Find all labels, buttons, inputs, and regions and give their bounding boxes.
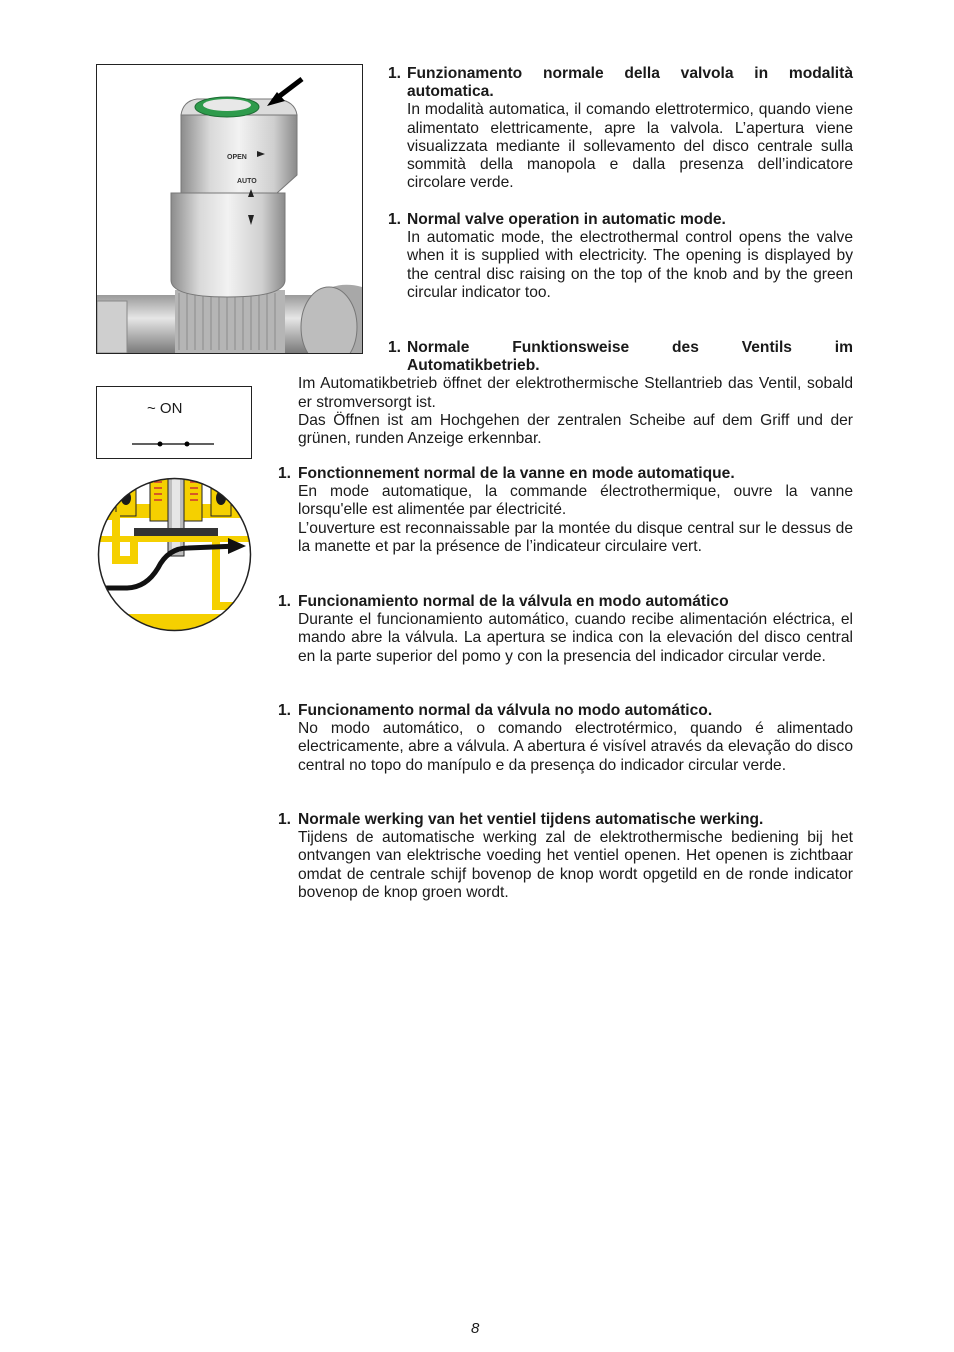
section-heading-line: Funzionamento normale della valvola in modalità [407, 65, 853, 82]
section-heading-line: Funcionamento normal da válvula no modo automático. [298, 702, 713, 719]
section-portuguese [278, 702, 853, 775]
section-paragraph: No modo automático, o comando electrotérmico, quando é alimentado electricamente, abre a válvula. A abertura é visível através da elevação do disco central no topo do manípulo e da presença do indicador circular verde. [298, 720, 853, 774]
actuator-illustration [97, 65, 362, 353]
section-heading-line: Fonctionnement normal de la vanne en mode automatique. [298, 465, 735, 482]
section-paragraph: In modalità automatica, il comando elettrotermico, quando viene alimentato elettricamente, apre la valvola. L’apertura viene visualizzata mediante il sollevamento del disco centrale sulla sommità della manopola e dalla presenza dell’indicatore circolare verde. [407, 101, 853, 192]
section-french [278, 465, 853, 556]
section-number: 1. [278, 465, 292, 482]
section-paragraph: Tijdens de automatische werking zal de elektrothermische bediening bij het ontvangen van elektrische voeding het ventiel openen. Het openen is zichtbaar omdat de centrale schijf bovenop de knop wordt opgetild en de ronde indicator bovenop de knop groen wordt. [298, 829, 853, 901]
section-english [388, 211, 853, 302]
section-number: 1. [278, 811, 292, 828]
section-number: 1. [388, 211, 402, 228]
page-number: 8 [471, 1320, 480, 1337]
open-label: OPEN [227, 154, 247, 161]
section-paragraph: En mode automatique, la commande électrothermique, ouvre la vanne lorsqu'elle est alimentée par électricité. [298, 483, 853, 519]
section-heading-line: Funcionamiento normal de la válvula en modo automático [298, 593, 729, 610]
section-italian [388, 65, 853, 192]
section-paragraph: L’ouverture est reconnaissable par la montée du disque central sur le dessus de la manette et par la présence de l’indicateur circulaire vert. [298, 519, 853, 555]
section-paragraph: Das Öffnen ist am Hochgehen der zentralen Scheibe auf dem Griff und der grünen, runden Anzeige erkennbar. [298, 411, 853, 448]
section-heading-line: Normale Funktionsweise des Ventils im [407, 339, 853, 356]
section-number: 1. [388, 65, 402, 82]
switch-symbol-box [96, 386, 252, 459]
section-number: 1. [388, 339, 402, 356]
section-number: 1. [278, 702, 292, 719]
actuator-photo [96, 64, 363, 354]
valve-cross-section [96, 476, 253, 633]
section-heading-line: Automatikbetrieb. [407, 357, 540, 375]
section-dutch [278, 811, 853, 902]
section-spanish [278, 593, 853, 666]
section-number: 1. [278, 593, 292, 610]
section-heading-line: Normale werking van het ventiel tijdens automatische werking. [298, 811, 764, 828]
section-heading-line: Normal valve operation in automatic mode. [407, 211, 726, 228]
section-paragraph: Im Automatikbetrieb öffnet der elektrothermische Stellantrieb das Ventil, sobald er stromversorgt ist. [298, 375, 853, 411]
section-paragraph: In automatic mode, the electrothermal control opens the valve when it is supplied with electricity. The opening is displayed by the central disc raising on the top of the knob and by the green circular indicator too. [407, 229, 853, 301]
section-paragraph: Durante el funcionamiento automático, cuando recibe alimentación eléctrica, el mando abre la válvula. La apertura se indica con la elevación del disco central en la parte superior del pomo y con la presencia del indicador circular verde. [298, 611, 853, 665]
section-german [298, 339, 853, 448]
switch-closed-icon [97, 387, 251, 458]
auto-label: AUTO [237, 178, 257, 185]
section-heading-line: automatica. [407, 83, 494, 101]
switch-on-label: ~ ON [147, 400, 183, 417]
